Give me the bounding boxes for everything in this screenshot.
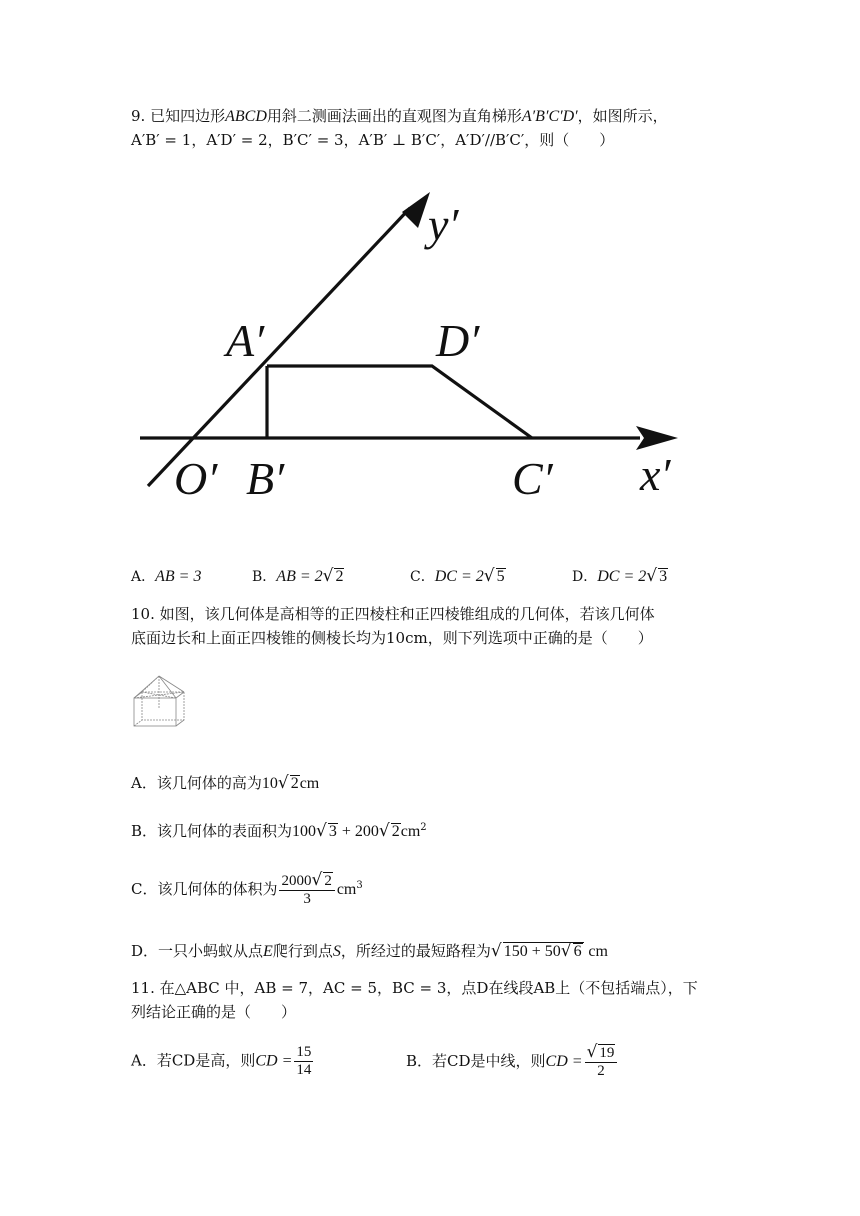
- label-b-prime: B′: [246, 453, 285, 504]
- q10-option-c: C．该几何体的体积为 $\frac{2000√ 2}{3}$ $cm^3$: [131, 870, 363, 907]
- sqrt-symbol: √: [560, 941, 572, 961]
- x-axis-arrowhead: [636, 426, 678, 450]
- fraction: $\frac{15}{14}$: [296, 1044, 312, 1078]
- label-a-prime: A′: [226, 315, 265, 366]
- q11-option-b: B．若CD是中线，则CD = $\frac{√ 19}{2}$: [406, 1044, 619, 1080]
- trapezoid-edges: [267, 366, 532, 438]
- q10-option-b: B．该几何体的表面积为100√ 3 + 200√ $2cm^2$: [131, 821, 427, 841]
- fraction: $\frac{2000√ 2}{3}$: [279, 872, 334, 908]
- q9-stem-post: ，如图所示，: [577, 107, 668, 125]
- q9-option-c-math: DC = 2: [434, 568, 484, 585]
- q9-option-d: D．DC = 2√ 3: [572, 566, 668, 586]
- sqrt-symbol: √: [586, 1042, 598, 1062]
- q9-option-b-math: AB = 2: [276, 568, 323, 585]
- sqrt-symbol: √: [322, 566, 334, 586]
- sqrt-symbol: √: [311, 870, 323, 890]
- q9-stem-line1: [131, 106, 668, 127]
- q11-option-a: A．若CD是高，则CD = $\frac{15}{14}$: [131, 1044, 312, 1078]
- q10-option-a: A．该几何体的高为10√ 2cm: [131, 773, 320, 793]
- q9-option-a-math: AB = 3: [155, 568, 202, 585]
- q9-option-d-math: DC = 2: [597, 568, 647, 585]
- sqrt-symbol: √: [378, 821, 390, 841]
- label-y-prime: y′: [428, 199, 459, 250]
- label-d-prime: D′: [436, 315, 480, 366]
- q9-option-b: B．AB = 2√ 2: [252, 566, 344, 586]
- fraction: $\frac{√ 19}{2}$: [585, 1044, 618, 1080]
- q9-quad-abcd: ABCD: [225, 108, 267, 125]
- q9-figure: [120, 180, 720, 520]
- label-o-prime: O′: [174, 453, 218, 504]
- q11-stem-line1: 11. 在△ABC 中，AB = 7，AC = 5，BC = 3，点D在线段AB上（不包括端点），下: [131, 979, 698, 997]
- q10-option-d: D．一只小蚂蚁从点E爬行到点S，所经过的最短路程为√ 150 + 50√ 6 cm: [131, 941, 608, 961]
- y-axis-line: [148, 208, 410, 486]
- label-c-prime: C′: [512, 453, 553, 504]
- sqrt-symbol: √: [646, 566, 658, 586]
- label-x-prime: x′: [640, 449, 671, 500]
- q10-stem-line2: 底面边长和上面正四棱锥的侧棱长均为10cm，则下列选项中正确的是（ ）: [131, 629, 653, 647]
- q10-solid-figure: [128, 672, 188, 732]
- q9-stem-line2: A′B′ = 1，A′D′ = 2，B′C′ = 3，A′B′ ⊥ B′C′，A′D′//B′C′，则（ ）: [131, 131, 615, 149]
- q9-stem-mid: 用斜二测画法画出的直观图为直角梯形: [266, 107, 522, 125]
- q11-stem-line2: 列结论正确的是（ ）: [131, 1003, 297, 1021]
- sqrt-symbol: √: [490, 941, 502, 961]
- q9-stem-prefix: 9. 已知四边形: [131, 107, 226, 125]
- q9-option-c: C．DC = 2√ 5: [410, 566, 505, 586]
- sqrt-symbol: √: [316, 821, 327, 841]
- q10-stem-line1: 10. 如图，该几何体是高相等的正四棱柱和正四棱锥组成的几何体，若该几何体: [131, 605, 655, 623]
- q9-option-a: A．AB = 3: [131, 568, 202, 585]
- sqrt-symbol: √: [277, 773, 289, 793]
- q9-quad-prime: A′B′C′D′: [521, 108, 578, 125]
- sqrt-symbol: √: [483, 566, 495, 586]
- sqrt-radicand: 150 + 50√ 6: [503, 941, 582, 961]
- y-axis-arrowhead: [402, 192, 430, 228]
